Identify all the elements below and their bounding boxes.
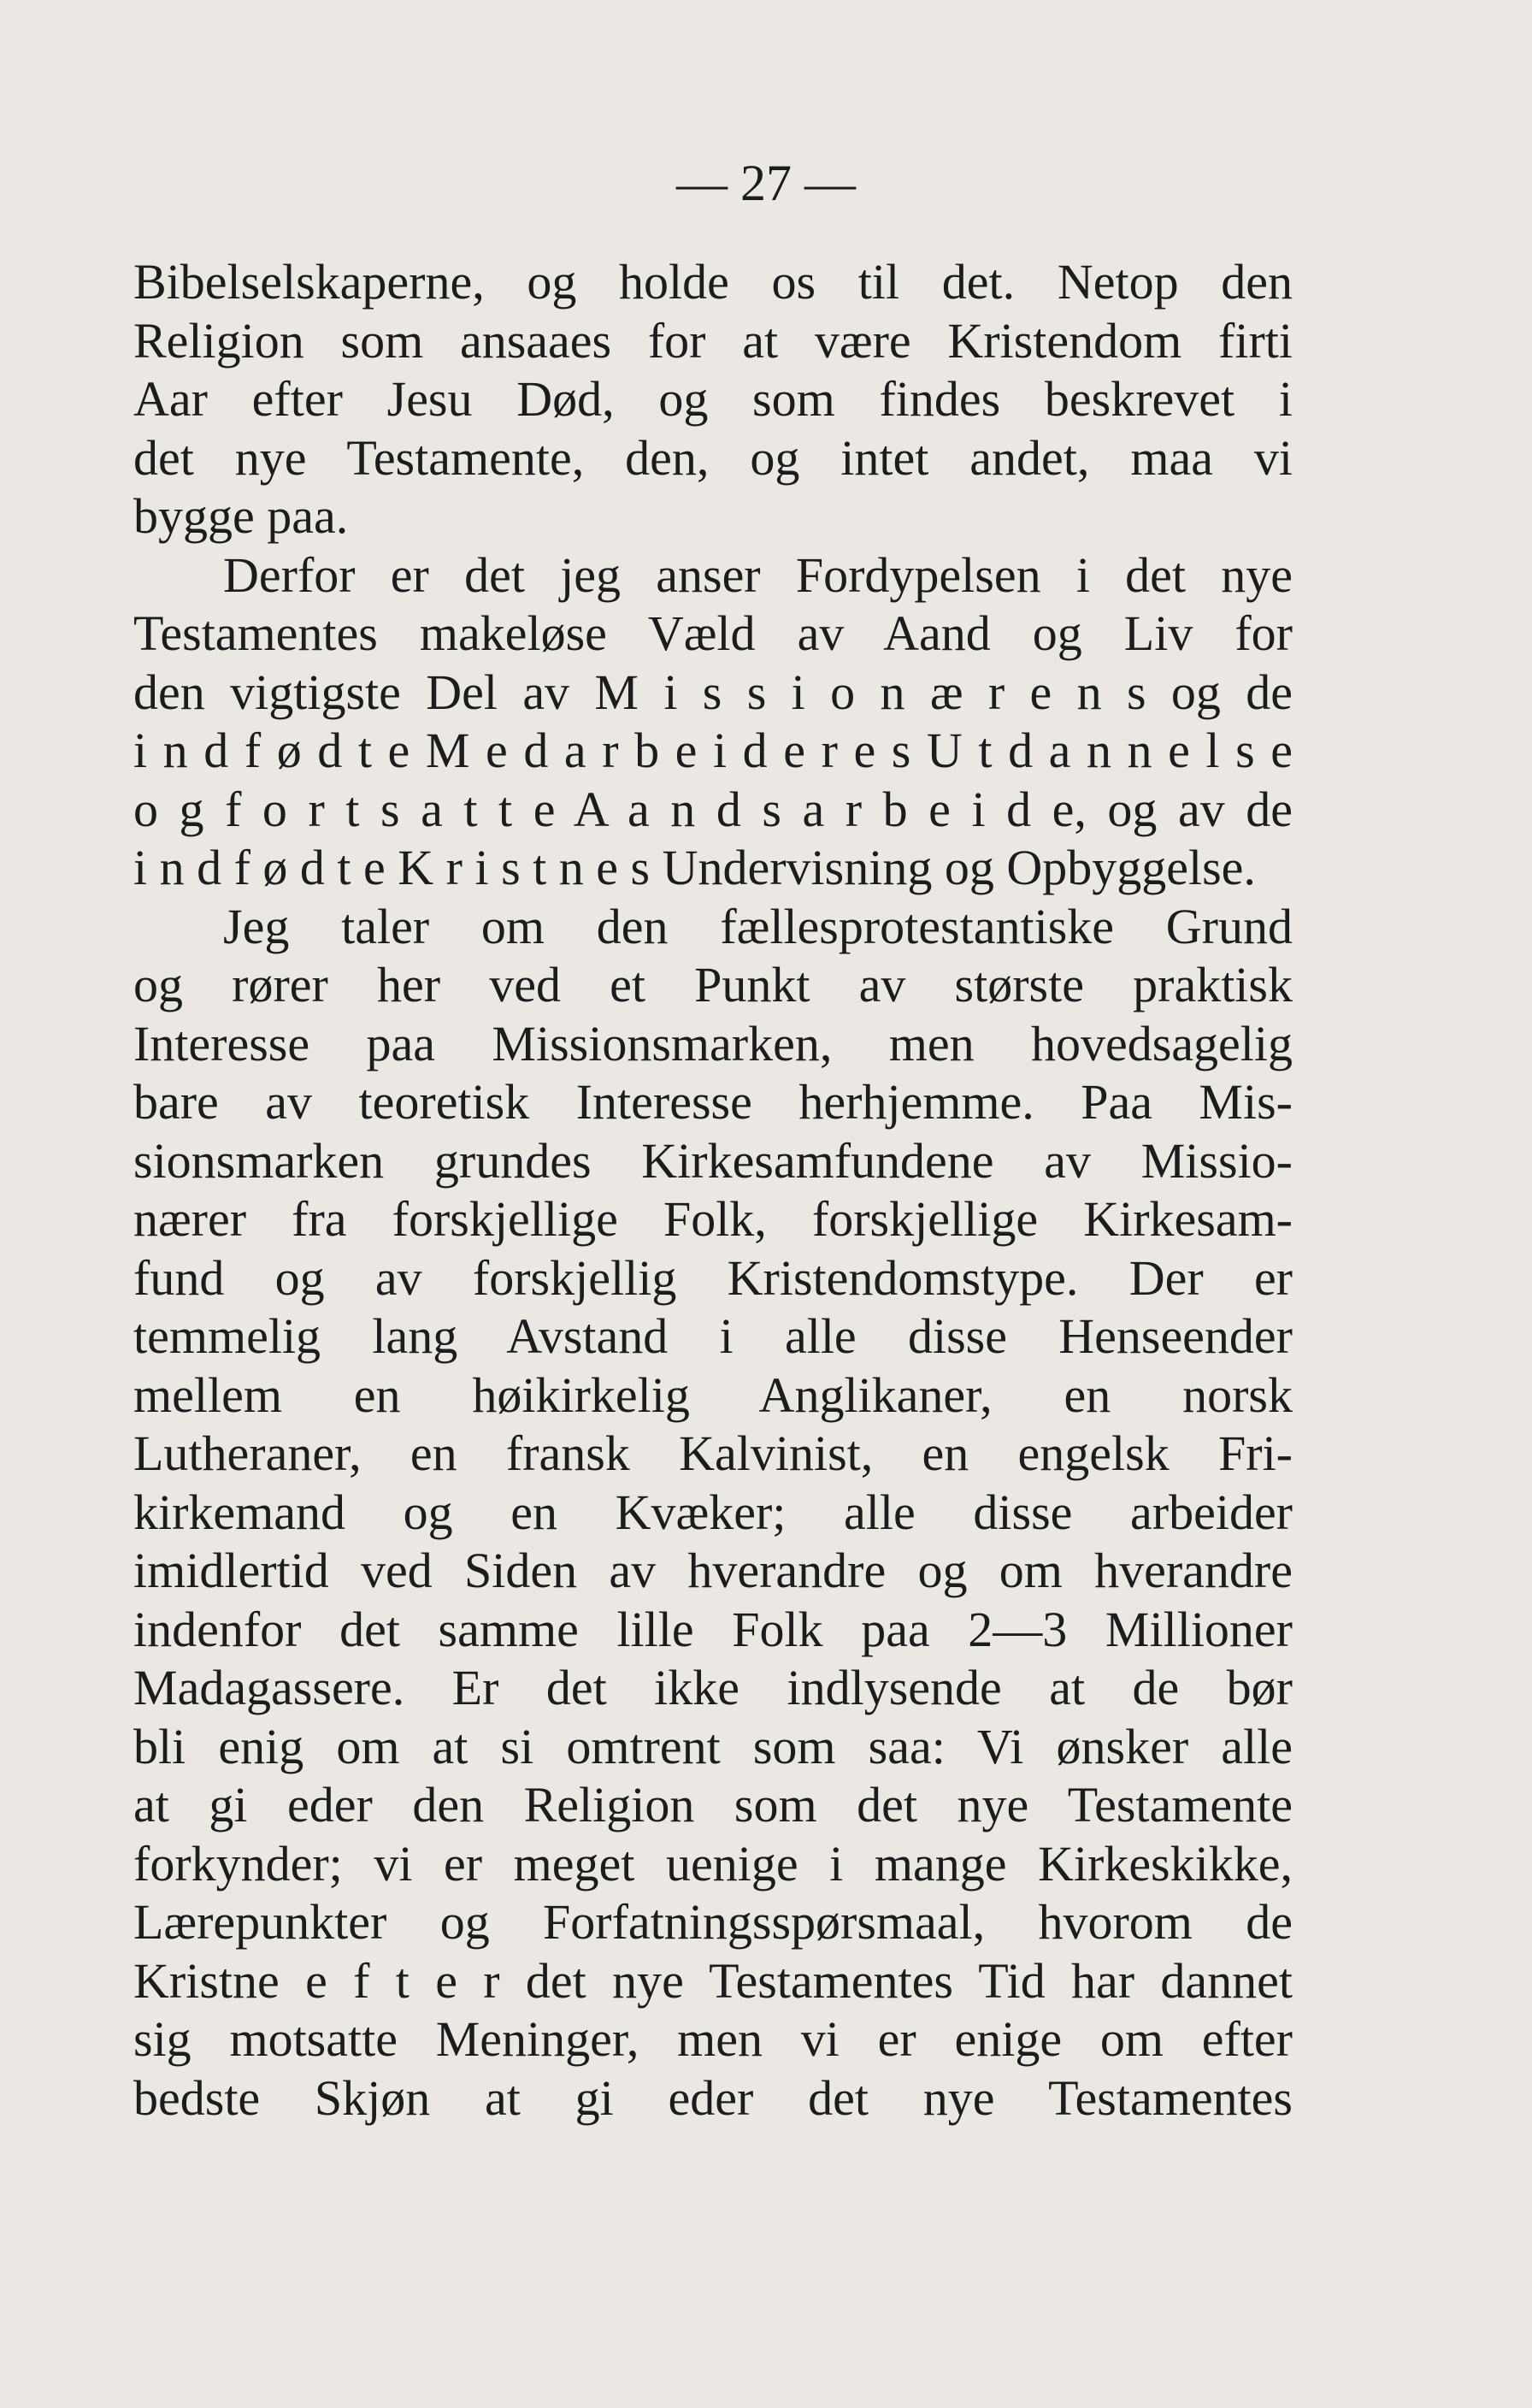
body-text [133, 253, 1293, 2128]
text-line: Testamentes makeløse Væld av Aand og Liv for [133, 605, 1293, 661]
text-line: sionsmarken grundes Kirkesamfundene av Missio- [133, 1132, 1293, 1189]
text-line: Interesse paa Missionsmarken, men hovedsagelig [133, 1015, 1293, 1071]
text-line: Derfor er det jeg anser Fordypelsen i det nye [223, 546, 1293, 603]
text-line: i n d f ø d t e K r i s t n e s Undervisning og Opbyggelse. [133, 840, 1256, 895]
text-line: nærer fra forskjellige Folk, forskjellige Kirkesam- [133, 1191, 1293, 1247]
text-line: kirkemand og en Kvæker; alle disse arbeider [133, 1484, 1293, 1540]
text-line: indenfor det samme lille Folk paa 2—3 Millioner [133, 1601, 1293, 1657]
text-line: o g f o r t s a t t e A a n d s a r b e i d e, og av de [133, 781, 1293, 837]
text-line: fund og av forskjellig Kristendomstype. Der er [133, 1249, 1293, 1306]
text-line: temmelig lang Avstand i alle disse Henseender [133, 1308, 1293, 1364]
text-line: bli enig om at si omtrent som saa: Vi ønsker alle [133, 1718, 1293, 1774]
paragraph-3 [133, 898, 1293, 2128]
text-line: Lærepunkter og Forfatningsspørsmaal, hvorom de [133, 1894, 1293, 1950]
text-line: imidlertid ved Siden av hverandre og om hverandre [133, 1543, 1293, 1598]
paragraph-2 [133, 546, 1293, 898]
text-line: Lutheraner, en fransk Kalvinist, en engelsk Fri- [133, 1425, 1293, 1481]
text-line: Madagassere. Er det ikke indlysende at de bør [133, 1660, 1293, 1715]
text-line: det nye Testamente, den, og intet andet, maa vi [133, 429, 1293, 486]
text-line: mellem en høikirkelig Anglikaner, en norsk [133, 1366, 1293, 1423]
text-line: bare av teoretisk Interesse herhjemme. Paa Mis- [133, 1074, 1293, 1130]
text-line: bedste Skjøn at gi eder det nye Testamentes [133, 2069, 1293, 2126]
text-line: Jeg taler om den fællesprotestantiske Grund [223, 898, 1293, 954]
text-line: Kristne e f t e r det nye Testamentes Tid har dannet [133, 1952, 1293, 2009]
text-line: Religion som ansaaes for at være Kristendom firti [133, 312, 1293, 369]
text-line: bygge paa. [133, 488, 349, 544]
text-line: sig motsatte Meninger, men vi er enige om efter [133, 2011, 1293, 2067]
paragraph-1 [133, 253, 1293, 546]
text-line: i n d f ø d t e M e d a r b e i d e r e s U t d a n n e l s e [133, 723, 1293, 778]
page-number: — 27 — [676, 155, 856, 211]
text-line: den vigtigste Del av M i s s i o n æ r e n s og de [133, 664, 1293, 720]
text-line: Bibelselskaperne, og holde os til det. Netop den [133, 254, 1293, 310]
text-line: og rører her ved et Punkt av største praktisk [133, 957, 1293, 1012]
text-line: Aar efter Jesu Død, og som findes beskrevet i [133, 371, 1293, 427]
text-line: at gi eder den Religion som det nye Testamente [133, 1777, 1293, 1833]
text-line: forkynder; vi er meget uenige i mange Kirkeskikke, [133, 1835, 1293, 1892]
